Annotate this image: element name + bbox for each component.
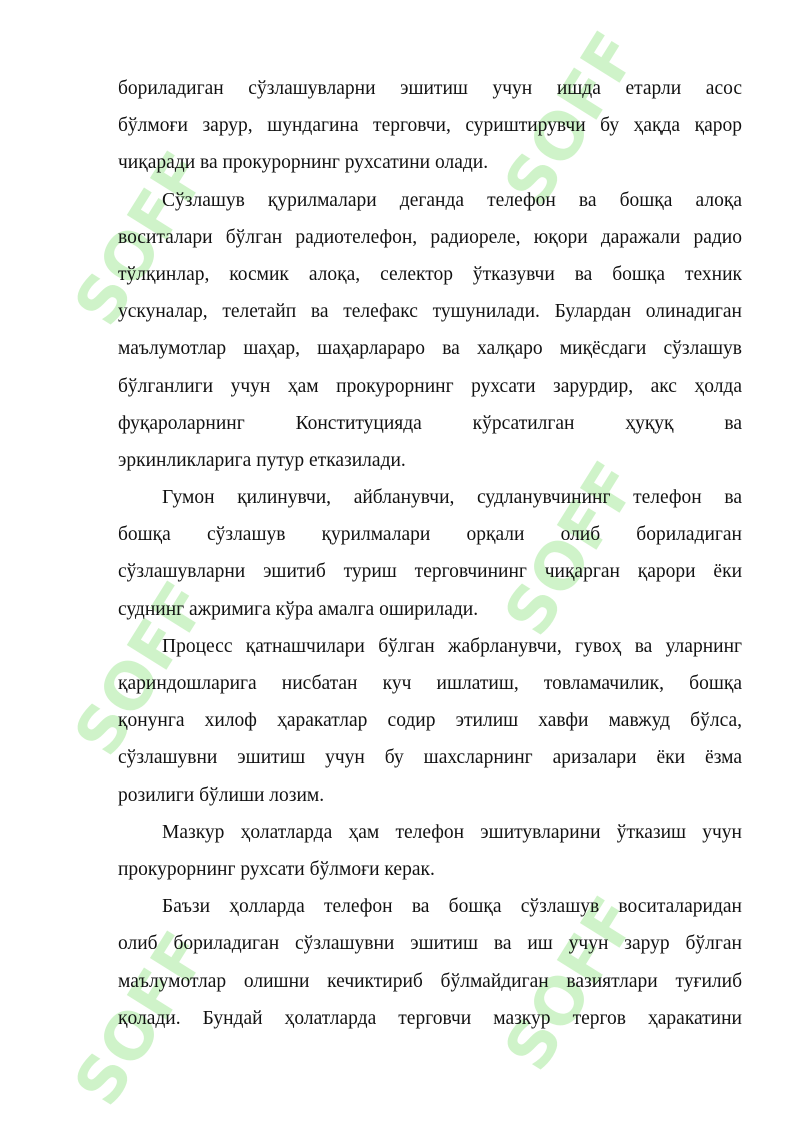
text-line: қариндошларига нисбатан куч ишлатиш, товламачилик, бошқа [118,673,742,694]
text-line: маълумотлар олишни кечиктириб бўлмайдиган вазиятлари туғилиб [118,970,742,992]
paragraph [118,888,742,1037]
paragraph [118,814,742,888]
text-line: прокурорнинг рухсати бўлмоғи керак. [118,858,435,880]
text-line: сўзлашувларни эшитиб туриш терговчининг чиқарган қарори ёки [118,561,742,583]
watermark-text: SOFF [490,19,654,219]
text-line: Баъзи ҳолларда телефон ва бошқа сўзлашув воситаларидан [162,896,742,918]
text-line: бўлмоғи зарур, шундагина терговчи, суриштирувчи бу ҳақда қарор [118,115,742,137]
watermark-text: SOFF [60,139,224,339]
text-line: бошқа сўзлашув қурилмалари орқали олиб бориладиган [118,524,742,546]
watermark-text: SOFF [60,919,224,1119]
text-line: бўлганлиги учун ҳам прокурорнинг рухсати зарурдир, акс ҳолда [118,375,742,397]
text-line: сўзлашувни эшитиш учун бу шахсларнинг аризалари ёки ёзма [118,747,742,769]
text-line: тўлқинлар, космик алоқа, селектор ўтказувчи ва бошқа техник [118,263,742,285]
text-line: Гумон қилинувчи, айбланувчи, судланувчининг телефон ва [162,487,742,509]
text-line: маълумотлар шаҳар, шаҳарлараро ва халқаро миқёсдаги сўзлашув [118,338,742,360]
text-line: олиб бориладиган сўзлашувни эшитиш ва иш учун зарур бўлган [118,933,742,955]
paragraph [118,70,742,182]
paragraph [118,182,742,480]
text-line: фуқароларнинг Конституцияда кўрсатилган ҳуқуқ ва [118,412,742,434]
text-line: бориладиган сўзлашувларни эшитиш учун ишда етарли асос [118,78,742,99]
watermark-text: SOFF [490,884,654,1084]
page-body [118,70,742,1037]
text-line: қолади. Бундай ҳолатларда терговчи мазкур тергов ҳаракатини [118,1007,742,1029]
text-line: эркинликларига путур етказилади. [118,449,406,471]
text-line: қонунга хилоф ҳаракатлар содир этилиш хавфи мавжуд бўлса, [118,710,742,732]
text-line: ускуналар, телетайп ва телефакс тушунилади. Булардан олинадиган [118,301,742,323]
text-line: Сўзлашув қурилмалари деганда телефон ва бошқа алоқа [162,189,742,211]
text-line: суднинг ажримига кўра амалга оширилади. [118,598,479,620]
text-line: розилиги бўлиши лозим. [118,784,325,806]
paragraph [118,479,742,628]
text-line: чиқаради ва прокурорнинг рухсатини олади. [118,152,489,174]
watermark-text: SOFF [490,449,654,649]
text-line: Мазкур ҳолатларда ҳам телефон эшитувларини ўтказиш учун [162,821,742,843]
watermark-text: SOFF [60,569,224,769]
text-line: воситалари бўлган радиотелефон, радиореле, юқори даражали радио [118,226,742,248]
paragraph [118,628,742,814]
text-line: Процесс қатнашчилари бўлган жабрланувчи, гувоҳ ва уларнинг [162,635,742,657]
